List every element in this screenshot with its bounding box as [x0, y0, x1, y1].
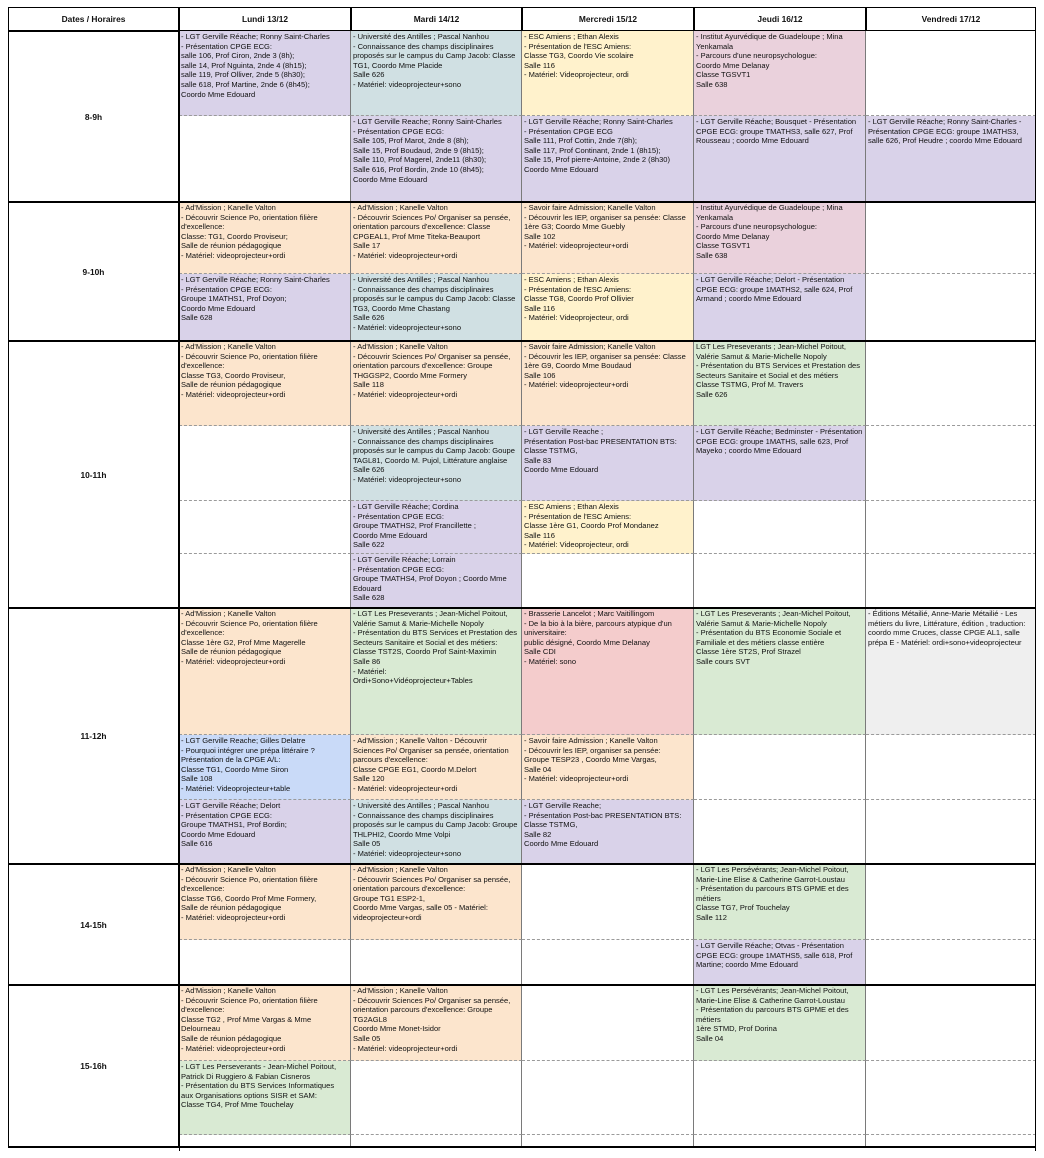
- event-cell: - Institut Ayurvédique de Guadeloupe ; Mina Yenkamala - Parcours d'une neuropsychologue: Coordo Mme Delanay Classe TGSVT1 Salle 638: [694, 202, 866, 274]
- event-cell: - Ad'Mission ; Kanelle Valton - Découvrir Science Po, orientation filière d'excellence: Classe TG2 , Prof Mme Vargas & Mme Delourneau Salle de réunion pédagogique - Matériel: videoprojecteur+ordi: [179, 985, 351, 1061]
- event-cell: LGT Les Preseverants ; Jean-Michel Poitout, Valérie Samut & Marie-Michelle Nopoly - Présentation du BTS Services et Prestation des Secteurs Sanitaire et Social et des métiers Classe TSTMG, Prof M. Travers Salle 626: [694, 341, 866, 426]
- event-cell: - LGT Les Preseverants ; Jean-Michel Poitout, Valérie Samut & Marie-Michelle Nopoly - Présentation du BTS Services et Prestation des Secteurs Sanitaire et Social et des métiers: Classe TST2S, Coordo Prof Saint-Maximin Salle 86 - Matériel: Ordi+Sono+Vidéoprojecteur+Tables: [351, 608, 522, 735]
- event-cell: - LGT Gerville Reache; Ronny Saint-Charles - Présentation CPGE ECG: Salle 105, Prof Marot, 2nde 8 (8h); Salle 15, Prof Boudaud, 2nde 9 (8h15); Salle 110, Prof Magerel, 2nde11 (8h30); Salle 616, Prof Bordin, 2nde 10 (8h45); Coordo Mme Edouard: [351, 116, 522, 202]
- event-cell: - LGT Gerville Réache; Bedminster - Présentation CPGE ECG: groupe 1MATHS, salle 623, Prof Mayeko ; coordo Mme Edouard: [694, 426, 866, 501]
- empty-cell: [351, 940, 522, 985]
- empty-cell: [179, 116, 351, 202]
- empty-cell: [866, 940, 1036, 985]
- slot-divider: [8, 1146, 1036, 1148]
- event-cell: - Université des Antilles ; Pascal Nanhou - Connaissance des champs disciplinaires proposés sur le campus du Camp Jacob: Classe TG1, Coordo Mme Placide Salle 626 - Matériel: videoprojecteur+sono: [351, 31, 522, 116]
- event-cell: - Université des Antilles ; Pascal Nanhou - Connaissance des champs disciplinaires proposés sur le campus du Camp Jacob: Classe TG3, Coordo Mme Chastang Salle 626 - Matériel: videoprojecteur+sono: [351, 274, 522, 341]
- header-monday: Lundi 13/12: [179, 7, 351, 31]
- event-cell: - LGT Gerville Réache; Lorrain - Présentation CPGE ECG: Groupe TMATHS4, Prof Doyon ; Coordo Mme Edouard Salle 628: [351, 554, 522, 608]
- event-cell: - Ad'Mission ; Kanelle Valton - Découvrir Sciences Po/ Organiser sa pensée, orientation parcours d'excellence: Groupe TG2AGL8 Coordo Mme Monet-Isidor Salle 05 - Matériel: videoprojecteur+ordi: [351, 985, 522, 1061]
- empty-cell: [351, 1061, 522, 1135]
- time-slot-10-11h: 10-11h: [8, 341, 179, 608]
- column-divider: [1035, 7, 1036, 1151]
- event-cell: - LGT Les Persévérants; Jean-Michel Poitout, Marie-Line Elise & Catherine Garrot-Loustau - Présentation du parcours BTS GPME et des métiers 1ère STMD, Prof Dorina Salle 04: [694, 985, 866, 1061]
- header-thursday: Jeudi 16/12: [694, 7, 866, 31]
- slot-divider: [8, 863, 1036, 865]
- event-cell: - Savoir faire Admission; Kanelle Valton - Découvrir les IEP, organiser sa pensée: Classe 1ère G3; Coordo Mme Guebly Salle 102 - Matériel: videoprojecteur+ordi: [522, 202, 694, 274]
- empty-cell: [694, 800, 866, 864]
- slot-divider: [8, 607, 1036, 609]
- empty-cell: [866, 985, 1036, 1061]
- empty-cell: [522, 940, 694, 985]
- column-divider: [179, 7, 180, 1151]
- header-friday: Vendredi 17/12: [866, 7, 1036, 31]
- event-cell: - Ad'Mission ; Kanelle Valton - Découvrir Science Po, orientation filière d'excellence: Classe TG6, Coordo Prof Mme Formery, Salle de réunion pédagogique - Matériel: videoprojecteur+ordi: [179, 864, 351, 940]
- slot-divider: [8, 340, 1036, 342]
- empty-cell: [522, 554, 694, 608]
- event-cell: - Ad'Mission ; Kanelle Valton - Découvrir Science Po, orientation filière d'excellence: Classe TG3, Coordo Proviseur, Salle de réunion pédagogique - Matériel: videoprojecteur+ordi: [179, 341, 351, 426]
- event-cell: - ESC Amiens ; Ethan Alexis - Présentation de l'ESC Amiens: Classe TG8, Coordo Prof Ollivier Salle 116 - Matériel: Videoprojecteur, ordi: [522, 274, 694, 341]
- event-cell: - Université des Antilles ; Pascal Nanhou - Connaissance des champs disciplinaires proposés sur le campus du Camp Jacob: Groupe THLPHI2, Coordo Mme Volpi Salle 05 - Matériel: videoprojecteur+sono: [351, 800, 522, 864]
- event-cell: - LGT Gerville Reache ; Présentation Post-bac PRESENTATION BTS: Classe TSTMG, Salle 83 Coordo Mme Edouard: [522, 426, 694, 501]
- empty-cell: [866, 1061, 1036, 1135]
- event-cell: - LGT Gerville Réache; Ronny Saint-Charles - Présentation CPGE ECG Salle 111, Prof Cottin, 2nde 7(8h); Salle 117, Prof Continant, 2nde 1 (8h15); Salle 15, Prof pierre-Antoine, 2nde 2 (8h30) Coordo Mme Edouard: [522, 116, 694, 202]
- empty-cell: [866, 864, 1036, 940]
- event-cell: - Savoir faire Admission ; Kanelle Valton - Découvrir les IEP, organiser sa pensée: Groupe TESP23 , Coordo Mme Vargas, Salle 04 - Matériel: videoprojecteur+ordi: [522, 735, 694, 800]
- slot-divider: [8, 201, 1036, 203]
- event-cell: - Ad'Mission ; Kanelle Valton - Découvrir Sciences Po/ Organiser sa pensée, orientation parcours d'excellence: Classe CPGE EG1, Coordo M.Delort Salle 120 - Matériel: videoprojecteur+ordi: [351, 735, 522, 800]
- event-cell: - Université des Antilles ; Pascal Nanhou - Connaissance des champs disciplinaires proposés sur le campus du Camp Jacob: Goupe TAGL81, Coordo M. Pujol, Littérature anglaise Salle 626 - Matériel: videoprojecteur+sono: [351, 426, 522, 501]
- empty-cell: [866, 501, 1036, 554]
- event-cell: - LGT Gerville Réache; Ronny Saint-Charles - Présentation CPGE ECG: groupe 1MATHS3, salle 626, Prof Heudre ; coordo Mme Edouard: [866, 116, 1036, 202]
- event-cell: - LGT Gerville Réache; Otvas - Présentation CPGE ECG: groupe 1MATHS5, salle 618, Prof Martine; coordo Mme Edouard: [694, 940, 866, 985]
- empty-cell: [179, 501, 351, 554]
- empty-cell: [694, 554, 866, 608]
- empty-cell: [522, 864, 694, 940]
- event-cell: - Ad'Mission ; Kanelle Valton - Découvrir Science Po, orientation filière d'excellence: Classe: TG1, Coordo Proviseur; Salle de réunion pédagogique - Matériel: videoprojecteur+ordi: [179, 202, 351, 274]
- event-cell: - LGT Gerville Réache; Bousquet - Présentation CPGE ECG: groupe TMATHS3, salle 627, Prof Rousseau ; coordo Mme Edouard: [694, 116, 866, 202]
- event-cell: - ESC Amiens ; Ethan Alexis - Présentation de l'ESC Amiens: Classe 1ère G1, Coordo Prof Mondanez Salle 116 - Matériel: Videoprojecteur, ordi: [522, 501, 694, 554]
- empty-cell: [694, 1061, 866, 1135]
- event-cell: - Brasserie Lancelot ; Marc Vaitillingom - De la bio à la bière, parcours atypique d'un universitaire: public désigné, Coordo Mme Delanay Salle CDI - Matériel: sono: [522, 608, 694, 735]
- empty-cell: [866, 274, 1036, 341]
- header-wednesday: Mercredi 15/12: [522, 7, 694, 31]
- event-cell: - LGT Gerville Réache; Cordina - Présentation CPGE ECG: Groupe TMATHS2, Prof Francillette ; Coordo Mme Edouard Salle 622: [351, 501, 522, 554]
- time-slot-14-15h: 14-15h: [8, 864, 179, 985]
- event-cell: - LGT Gerville Réache; Delort - Présentation CPGE ECG: Groupe TMATHS1, Prof Bordin; Coordo Mme Edouard Salle 616: [179, 800, 351, 864]
- empty-cell: [179, 554, 351, 608]
- empty-cell: [694, 735, 866, 800]
- event-cell: - Ad'Mission ; Kanelle Valton - Découvrir Sciences Po/ Organiser sa pensée, orientation parcours d'excellence: Groupe THGGSP2, Coordo Mme Formery Salle 118 - Matériel: videoprojecteur+ordi: [351, 341, 522, 426]
- event-cell: - Ad'Mission ; Kanelle Valton - Découvrir Science Po, orientation filière d'excellence: Classe 1ère G2, Prof Mme Magerelle Salle de réunion pédagogique - Matériel: videoprojecteur+ordi: [179, 608, 351, 735]
- empty-cell: [866, 426, 1036, 501]
- event-cell: - Éditions Métailié, Anne-Marie Métailié - Les métiers du livre, Littérature, édition , traduction: coordo mme Cruces, classe CPGE AL1, salle prépa E - Matériel: ordi+sono+videoprojecteur: [866, 608, 1036, 735]
- empty-cell: [866, 341, 1036, 426]
- event-cell: - LGT Gerville Réache; Delort - Présentation CPGE ECG: groupe 1MATHS2, salle 624, Prof Armand ; coordo Mme Edouard: [694, 274, 866, 341]
- empty-cell: [694, 501, 866, 554]
- event-cell: - LGT Les Perseverants - Jean-Michel Poitout, Patrick Di Ruggiero & Fabian Cisneros - Présentation du BTS Services Informatiques aux Organisations options SISR et SAM: Classe TG4, Prof Mme Touchelay: [179, 1061, 351, 1135]
- time-slot-11-12h: 11-12h: [8, 608, 179, 864]
- event-cell: - LGT Gerville Reache; - Présentation Post-bac PRESENTATION BTS: Classe TSTMG, Salle 82 Coordo Mme Edouard: [522, 800, 694, 864]
- empty-cell: [866, 800, 1036, 864]
- empty-cell: [522, 1061, 694, 1135]
- event-cell: - LGT Les Persévérants; Jean-Michel Poitout, Marie-Line Elise & Catherine Garrot-Loustau - Présentation du parcours BTS GPME et des métiers Classe TG7, Prof Touchelay Salle 112: [694, 864, 866, 940]
- empty-cell: [179, 940, 351, 985]
- time-slot-15-16h: 15-16h: [8, 985, 179, 1147]
- schedule-table: [8, 7, 1036, 1151]
- event-cell: - LGT Gerville Reache; Gilles Delatre - Pourquoi intégrer une prépa littéraire ? Présentation de la CPGE A/L: Classe TG1, Coordo Mme Siron Salle 108 - Matériel: Videoprojecteur+table: [179, 735, 351, 800]
- header-tuesday: Mardi 14/12: [351, 7, 522, 31]
- slot-divider: [8, 984, 1036, 986]
- event-cell: - LGT Gerville Réache; Ronny Saint-Charles - Présentation CPGE ECG: Groupe 1MATHS1, Prof Doyon; Coordo Mme Edouard Salle 628: [179, 274, 351, 341]
- event-cell: - Ad'Mission ; Kanelle Valton - Découvrir Sciences Po/ Organiser sa pensée, orientation parcours d'excellence: Groupe TG1 ESP2-1, Coordo Mme Vargas, salle 05 - Matériel: videoprojecteur+ordi: [351, 864, 522, 940]
- empty-cell: [866, 554, 1036, 608]
- empty-cell: [866, 735, 1036, 800]
- event-cell: - Savoir faire Admission; Kanelle Valton - Découvrir les IEP, organiser sa pensée: Classe 1ère G9, Coordo Mme Boudaud Salle 106 - Matériel: videoprojecteur+ordi: [522, 341, 694, 426]
- event-cell: - LGT Les Preseverants ; Jean-Michel Poitout, Valérie Samut & Marie-Michelle Nopoly - Présentation du BTS Economie Sociale et Familiale et des métiers classe entière Classe 1ère ST2S, Prof Strazel Salle cours SVT: [694, 608, 866, 735]
- empty-cell: [179, 426, 351, 501]
- header-dates: Dates / Horaires: [8, 7, 179, 31]
- event-cell: - ESC Amiens ; Ethan Alexis - Présentation de l'ESC Amiens: Classe TG3, Coordo Vie scolaire Salle 116 - Matériel: Videoprojecteur, ordi: [522, 31, 694, 116]
- event-cell: - Ad'Mission ; Kanelle Valton - Découvrir Sciences Po/ Organiser sa pensée, orientation parcours d'excellence: Classe CPGEAL1, Prof Mme Titeka-Beauport Salle 17 - Matériel: videoprojecteur+ordi: [351, 202, 522, 274]
- event-cell: - LGT Gerville Réache; Ronny Saint-Charles - Présentation CPGE ECG: salle 106, Prof Ciron, 2nde 3 (8h); salle 14, Prof Nguinta, 2nde 4 (8h15); salle 119, Prof Olliver, 2nde 5 (8h30); salle 618, Prof Martine, 2nde 6 (8h45); Coordo Mme Edouard: [179, 31, 351, 116]
- event-cell: - Institut Ayurvédique de Guadeloupe ; Mina Yenkamala - Parcours d'une neuropsychologue: Coordo Mme Delanay Classe TGSVT1 Salle 638: [694, 31, 866, 116]
- empty-cell: [866, 31, 1036, 116]
- empty-cell: [522, 985, 694, 1061]
- time-slot-9-10h: 9-10h: [8, 202, 179, 341]
- time-slot-8-9h: 8-9h: [8, 31, 179, 202]
- empty-cell: [866, 202, 1036, 274]
